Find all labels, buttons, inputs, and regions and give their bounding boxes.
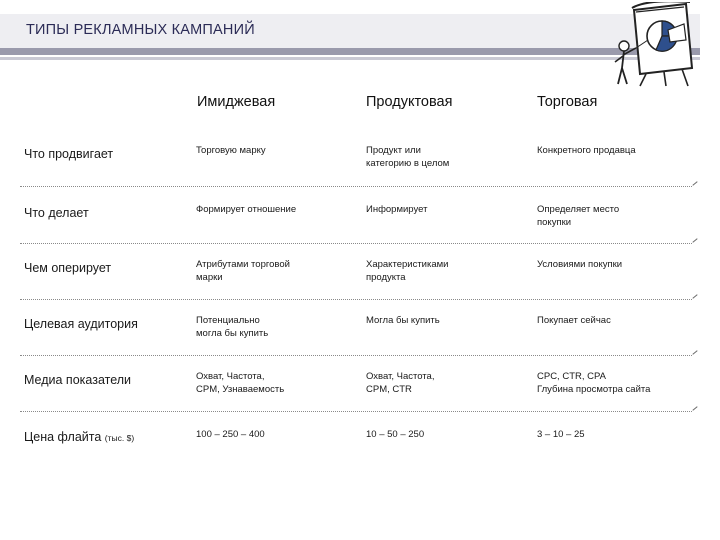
column-header-image: Имиджевая bbox=[197, 94, 276, 110]
row-label-audience: Целевая аудитория bbox=[24, 317, 138, 331]
cell-media-product: Охват, Частота, CPM, CTR bbox=[366, 371, 435, 395]
cell-price-product: 10 – 50 – 250 bbox=[366, 429, 425, 440]
cell-operates-product: Характеристиками продукта bbox=[366, 259, 449, 283]
cell-price-trade: 3 – 10 – 25 bbox=[537, 429, 585, 440]
cell-promotes-image: Торговую марку bbox=[196, 145, 266, 156]
column-header-trade: Торговая bbox=[537, 94, 598, 110]
cell-does-product: Информирует bbox=[366, 204, 428, 215]
row-label-flight-price-text: Цена флайта bbox=[24, 430, 102, 444]
cell-promotes-product: Продукт или категорию в целом bbox=[366, 145, 450, 169]
cell-media-image: Охват, Частота, CPM, Узнаваемость bbox=[196, 371, 285, 395]
cell-audience-image: Потенциально могла бы купить bbox=[196, 315, 269, 339]
column-header-product: Продуктовая bbox=[366, 94, 453, 110]
row-label-flight-price-unit: (тыс. $) bbox=[104, 433, 135, 443]
row-divider bbox=[20, 411, 692, 412]
cell-does-image: Формирует отношение bbox=[196, 204, 297, 215]
presenter-chart-icon bbox=[612, 2, 698, 88]
cell-audience-trade: Покупает сейчас bbox=[537, 315, 611, 326]
cell-media-trade: CPC, CTR, CPA Глубина просмотра сайта bbox=[537, 371, 651, 395]
cell-operates-trade: Условиями покупки bbox=[537, 259, 623, 270]
row-divider bbox=[20, 243, 692, 244]
header-rule-light bbox=[0, 57, 700, 60]
row-divider bbox=[20, 355, 692, 356]
row-label-does: Что делает bbox=[24, 206, 89, 220]
cell-operates-image: Атрибутами торговой марки bbox=[196, 259, 290, 283]
row-label-promotes: Что продвигает bbox=[24, 147, 114, 161]
row-label-flight-price bbox=[24, 430, 134, 444]
cell-audience-product: Могла бы купить bbox=[366, 315, 440, 326]
header-rule-dark bbox=[0, 48, 700, 55]
row-label-media: Медиа показатели bbox=[24, 373, 132, 387]
row-divider bbox=[20, 186, 692, 187]
cell-does-trade: Определяет место покупки bbox=[537, 204, 620, 228]
page-title: ТИПЫ РЕКЛАМНЫХ КАМПАНИЙ bbox=[26, 22, 255, 38]
row-label-operates: Чем оперирует bbox=[24, 261, 112, 275]
row-divider bbox=[20, 299, 692, 300]
cell-price-image: 100 – 250 – 400 bbox=[196, 429, 265, 440]
cell-promotes-trade: Конкретного продавца bbox=[537, 145, 636, 156]
